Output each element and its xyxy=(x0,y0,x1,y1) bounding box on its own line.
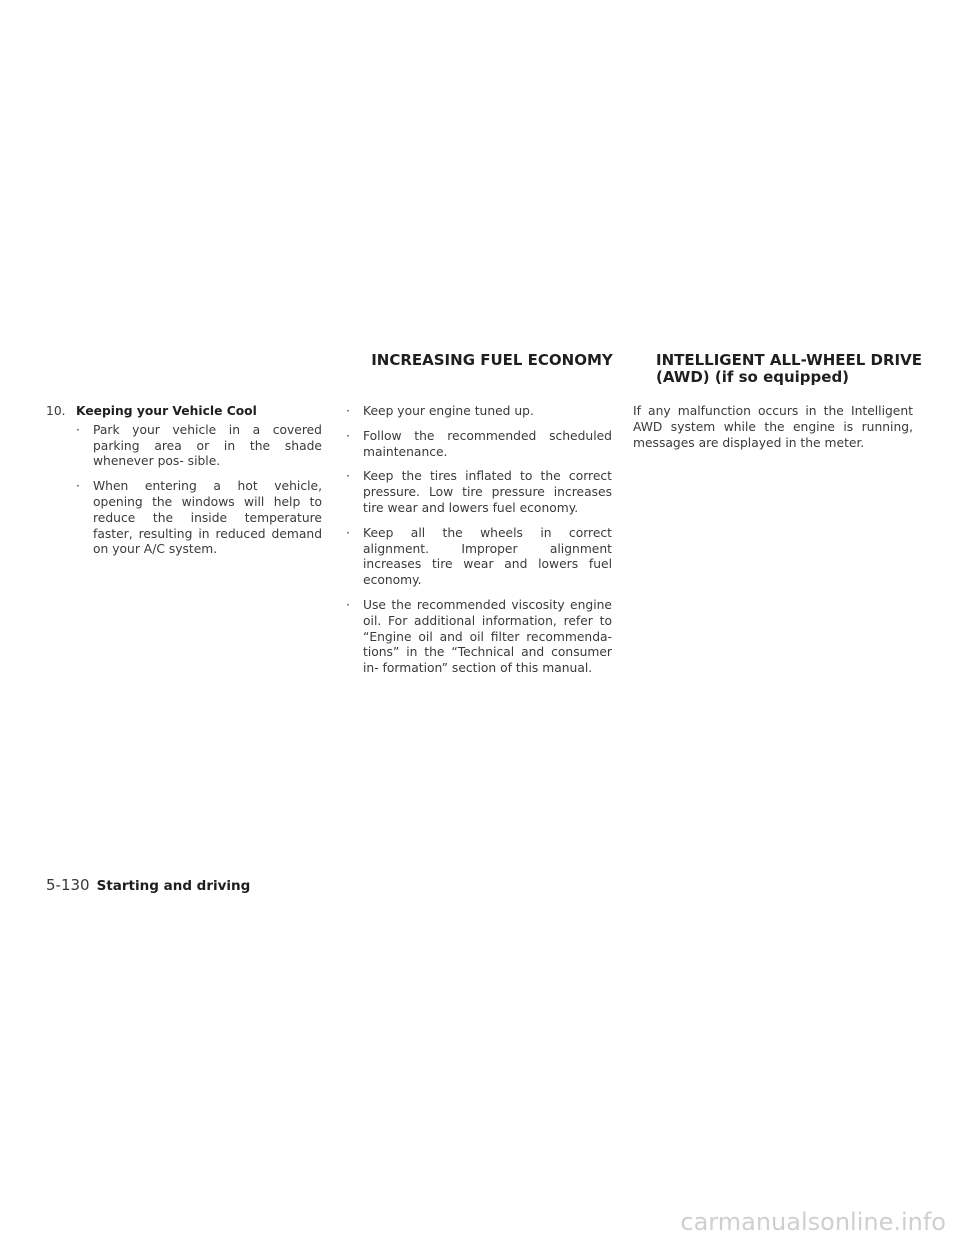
bullet-text: Keep your engine tuned up. xyxy=(363,404,534,418)
bullet-text: Park your vehicle in a covered parking area or in the shade whenever pos- sible. xyxy=(93,422,322,469)
item-title: Keeping your Vehicle Cool xyxy=(76,404,257,418)
bullet-icon: · xyxy=(346,404,350,418)
page-number: 5-130 xyxy=(46,876,90,894)
bullet-icon: · xyxy=(346,428,350,443)
bullet-icon: · xyxy=(346,525,350,540)
column-fuel-economy-tips xyxy=(346,404,612,686)
bullet-text: When entering a hot vehicle, opening the windows will help to reduce the inside temperature faster, resulting in reduced demand on your A/C system. xyxy=(93,479,322,557)
section-name: Starting and driving xyxy=(96,878,251,894)
list-item xyxy=(346,526,612,589)
bullet-text: Follow the recommended scheduled maintenance. xyxy=(363,428,612,459)
page-footer xyxy=(46,876,250,894)
heading-increasing-fuel-economy: INCREASING FUEL ECONOMY xyxy=(371,351,613,369)
bullet-text: Keep the tires inflated to the correct pressure. Low tire pressure increases tire wear and lowers fuel economy. xyxy=(363,469,612,515)
list-item xyxy=(346,598,612,677)
heading-awd-line-1: INTELLIGENT ALL-WHEEL DRIVE xyxy=(656,351,922,369)
list-item xyxy=(346,429,612,461)
column-intelligent-awd xyxy=(633,404,913,451)
bullet-icon: · xyxy=(76,422,80,437)
heading-intelligent-awd xyxy=(656,352,936,386)
list-item xyxy=(346,469,612,516)
numbered-item-10 xyxy=(46,404,322,420)
watermark: carmanualsonline.info xyxy=(680,1208,946,1236)
list-item xyxy=(76,479,322,558)
bullet-icon: · xyxy=(76,479,80,494)
awd-paragraph: If any malfunction occurs in the Intelligent AWD system while the engine is running, messages are displayed in the meter. xyxy=(633,404,913,450)
bullet-icon: · xyxy=(346,597,350,612)
bullet-text: Use the recommended viscosity engine oil. For additional information, refer to “Engine oil and oil filter recommenda- tions” in the “Technical and consumer in- formation” section of this manual. xyxy=(363,597,612,676)
bullet-icon: · xyxy=(346,469,350,484)
heading-awd-line-2: (AWD) (if so equipped) xyxy=(656,368,850,386)
item-number: 10. xyxy=(46,404,66,418)
bullet-text: Keep all the wheels in correct alignment. Improper alignment increases tire wear and lowers fuel economy. xyxy=(363,525,612,588)
column-keeping-vehicle-cool xyxy=(46,404,322,567)
list-item xyxy=(76,423,322,470)
list-item xyxy=(346,404,612,420)
